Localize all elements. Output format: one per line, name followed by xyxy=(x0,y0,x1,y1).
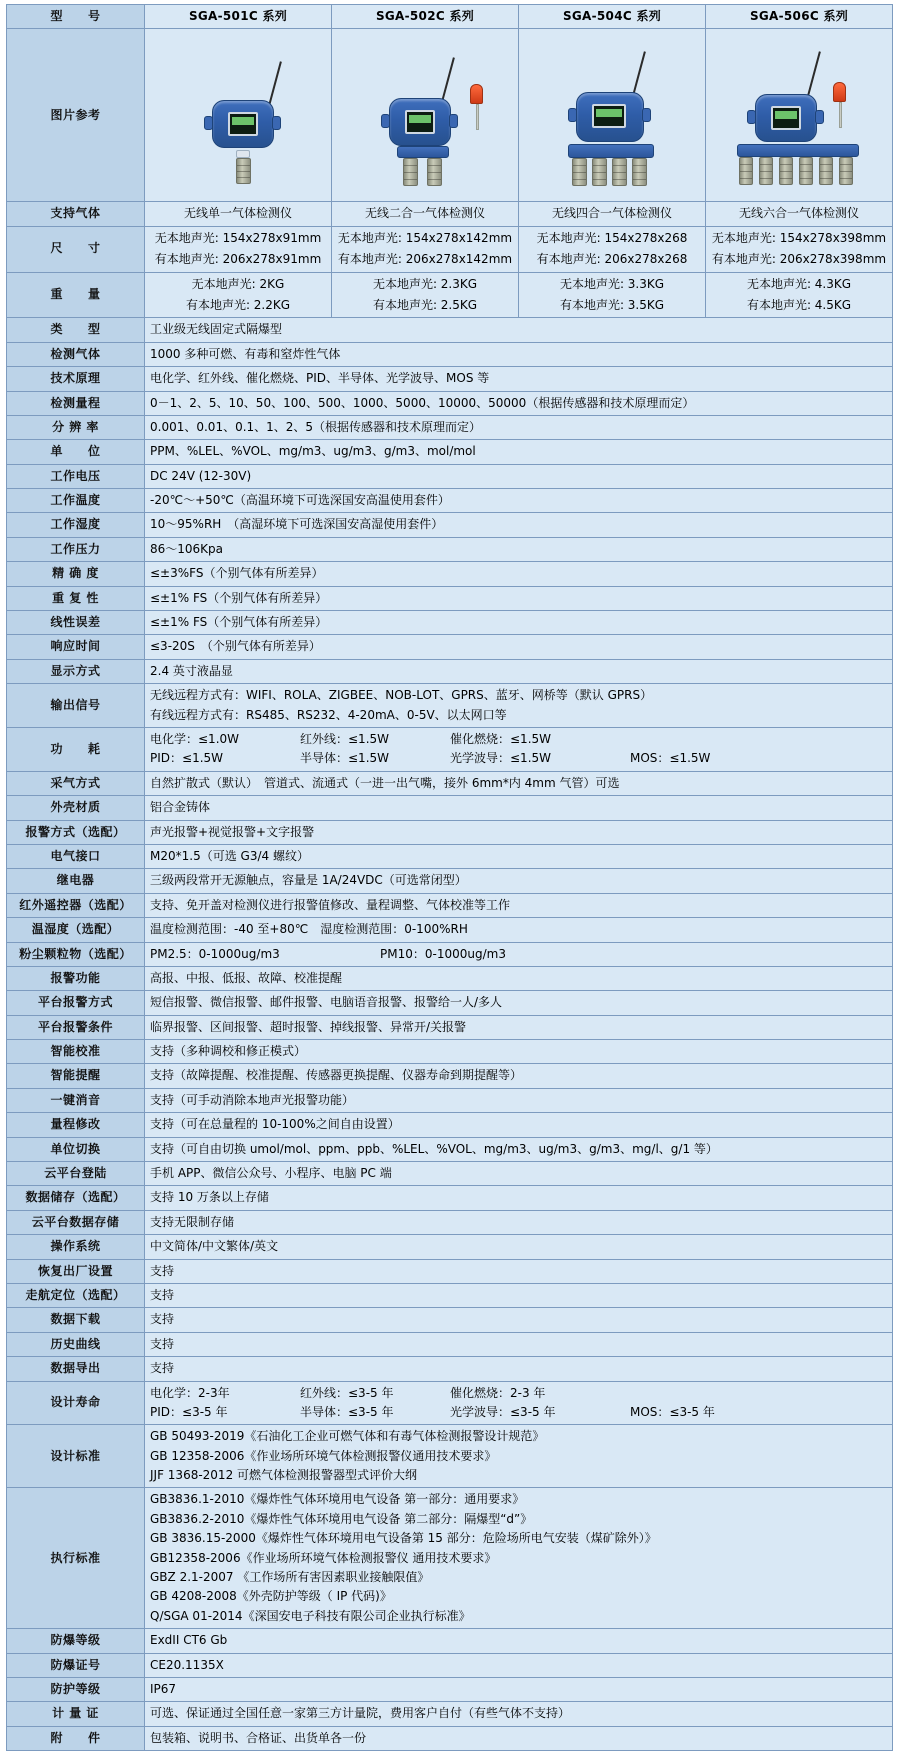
dust-pm25: PM2.5：0-1000ug/m3 xyxy=(150,946,280,961)
life-row-2 xyxy=(150,1404,887,1421)
power-electrochemical: 电化学：≤1.0W xyxy=(150,731,240,746)
row-label-accessories: 附 件 xyxy=(7,1726,145,1750)
model-501c: SGA-501C 系列 xyxy=(145,5,332,29)
table-row-response-time xyxy=(7,635,893,659)
row-value-data-export: 支持 xyxy=(145,1357,893,1381)
table-row-os xyxy=(7,1235,893,1259)
gas-support-502c: 无线二合一气体检测仪 xyxy=(332,202,519,226)
row-value-relay: 三级两段常开无源触点，容量是 1A/24VDC（可选常闭型） xyxy=(145,869,893,893)
row-label-smart-calibration: 智能校准 xyxy=(7,1040,145,1064)
sensor-barrel xyxy=(236,158,251,184)
mounting-ear-right xyxy=(449,114,458,128)
table-row-temp-humidity xyxy=(7,918,893,942)
device-image-506c xyxy=(706,29,893,202)
life-catalytic: 催化燃烧：2-3 年 xyxy=(450,1385,546,1400)
sensor-barrel xyxy=(403,158,418,186)
mounting-ear-right xyxy=(815,110,824,124)
life-infrared: 红外线：≤3-5 年 xyxy=(300,1385,394,1400)
row-value-linearity: ≤±1% FS（个别气体有所差异） xyxy=(145,611,893,635)
row-value-resolution: 0.001、0.01、0.1、1、2、5（根据传感器和技术原理而定） xyxy=(145,415,893,439)
row-label-ex-grade: 防爆等级 xyxy=(7,1629,145,1653)
table-row-weight xyxy=(7,272,893,318)
weight-506c: 无本地声光: 4.3KG 有本地声光: 4.5KG xyxy=(706,272,893,318)
row-value-os: 中文简体/中文繁体/英文 xyxy=(145,1235,893,1259)
mounting-ear-left xyxy=(204,116,213,130)
power-blank-1 xyxy=(630,731,780,748)
row-value-dust xyxy=(145,942,893,966)
antenna-icon xyxy=(632,52,646,97)
table-row-cloud-storage xyxy=(7,1210,893,1234)
row-label-ir-remote: 红外遥控器（选配） xyxy=(7,893,145,917)
table-row-unit-switch xyxy=(7,1137,893,1161)
life-optical: 光学波导：≤3-5 年 xyxy=(450,1404,556,1419)
exec-standard-item: GBZ 2.1-2007 《工作场所有害因素职业接触限值》 xyxy=(150,1570,430,1585)
sensor-barrel xyxy=(759,157,773,185)
power-row-2 xyxy=(150,750,887,767)
size-504c: 无本地声光: 154x278x268 有本地声光: 206x278x268 xyxy=(519,226,706,272)
weight-502c: 无本地声光: 2.3KG 有本地声光: 2.5KG xyxy=(332,272,519,318)
table-row-resolution xyxy=(7,415,893,439)
row-label-history-curve: 历史曲线 xyxy=(7,1332,145,1356)
table-row-accuracy xyxy=(7,562,893,586)
table-row-ip-grade xyxy=(7,1678,893,1702)
row-label-alarm-function: 报警功能 xyxy=(7,966,145,990)
row-value-data-download: 支持 xyxy=(145,1308,893,1332)
gas-support-506c: 无线六合一气体检测仪 xyxy=(706,202,893,226)
row-label-gas-support: 支持气体 xyxy=(7,202,145,226)
table-row-unit xyxy=(7,440,893,464)
row-label-detect-gas: 检测气体 xyxy=(7,342,145,366)
row-value-ir-remote: 支持、免开盖对检测仪进行报警值修改、量程调整、气体校准等工作 xyxy=(145,893,893,917)
row-label-platform-alarm-mode: 平台报警方式 xyxy=(7,991,145,1015)
table-row-voltage xyxy=(7,464,893,488)
row-label-type: 类 型 xyxy=(7,318,145,342)
row-label-sampling: 采气方式 xyxy=(7,771,145,795)
row-value-shell-material: 铝合金铸体 xyxy=(145,796,893,820)
mounting-ear-right xyxy=(642,108,651,122)
weight-504c: 无本地声光: 3.3KG 有本地声光: 3.5KG xyxy=(519,272,706,318)
row-label-ex-certificate: 防爆证号 xyxy=(7,1653,145,1677)
antenna-icon xyxy=(268,62,282,107)
row-value-design-standard xyxy=(145,1425,893,1488)
table-row-mute xyxy=(7,1088,893,1112)
sensor-barrel xyxy=(427,158,442,186)
table-row-accessories xyxy=(7,1726,893,1750)
table-row-detect-gas xyxy=(7,342,893,366)
row-value-sampling: 自然扩散式（默认） 管道式、流通式（一进一出气嘴，接外 6mm*内 4mm 气管）可选 xyxy=(145,771,893,795)
mounting-ear-right xyxy=(272,116,281,130)
beacon-pole xyxy=(839,102,842,128)
row-label-mute: 一键消音 xyxy=(7,1088,145,1112)
row-value-work-humidity: 10～95%RH （高湿环境下可选深国安高湿使用套件） xyxy=(145,513,893,537)
row-value-output-signal xyxy=(145,684,893,728)
row-value-work-temp: -20℃～+50℃（高温环境下可选深国安高温使用套件） xyxy=(145,489,893,513)
row-value-response-time: ≤3-20S （个别气体有所差异） xyxy=(145,635,893,659)
row-value-exec-standard xyxy=(145,1488,893,1629)
output-wireless: 无线远程方式有：WIFI、ROLA、ZIGBEE、NOB-LOT、GPRS、蓝牙、网桥等（默认 GPRS） xyxy=(150,688,653,703)
gas-support-504c: 无线四合一气体检测仪 xyxy=(519,202,706,226)
table-row-range xyxy=(7,391,893,415)
row-label-data-storage: 数据储存（选配） xyxy=(7,1186,145,1210)
row-label-data-export: 数据导出 xyxy=(7,1357,145,1381)
power-catalytic: 催化燃烧：≤1.5W xyxy=(450,731,552,746)
cable-gland xyxy=(236,150,250,158)
row-label-platform-alarm-condition: 平台报警条件 xyxy=(7,1015,145,1039)
table-row-smart-reminder xyxy=(7,1064,893,1088)
row-label-tech-principle: 技术原理 xyxy=(7,367,145,391)
model-504c: SGA-504C 系列 xyxy=(519,5,706,29)
row-label-unit: 单 位 xyxy=(7,440,145,464)
mounting-ear-left xyxy=(568,108,577,122)
row-label-dust: 粉尘颗粒物（选配） xyxy=(7,942,145,966)
table-row-work-pressure xyxy=(7,537,893,561)
row-value-unit-switch: 支持（可自由切换 umol/mol、ppm、ppb、%LEL、%VOL、mg/m3、ug/m3、g/m3、mg/l、g/1 等） xyxy=(145,1137,893,1161)
life-semiconductor: 半导体：≤3-5 年 xyxy=(300,1404,394,1419)
row-label-electrical-interface: 电气接口 xyxy=(7,844,145,868)
model-502c: SGA-502C 系列 xyxy=(332,5,519,29)
sensor-barrel xyxy=(799,157,813,185)
table-row-alarm-function xyxy=(7,966,893,990)
alarm-beacon-icon xyxy=(833,82,846,102)
table-row-size xyxy=(7,226,893,272)
row-value-alarm-function: 高报、中报、低报、故障、校准提醒 xyxy=(145,966,893,990)
sensor-barrel xyxy=(819,157,833,185)
power-optical: 光学波导：≤1.5W xyxy=(450,751,552,766)
row-value-type: 工业级无线固定式隔爆型 xyxy=(145,318,893,342)
row-value-cloud-login: 手机 APP、微信公众号、小程序、电脑 PC 端 xyxy=(145,1162,893,1186)
alarm-beacon-icon xyxy=(470,84,483,104)
row-value-display: 2.4 英寸液晶显 xyxy=(145,659,893,683)
row-label-design-life: 设计寿命 xyxy=(7,1381,145,1425)
display-screen xyxy=(405,110,435,134)
row-label-mobile-positioning: 走航定位（选配） xyxy=(7,1283,145,1307)
table-row-factory-reset xyxy=(7,1259,893,1283)
row-label-image-reference: 图片参考 xyxy=(7,29,145,202)
table-row-relay xyxy=(7,869,893,893)
table-row-display xyxy=(7,659,893,683)
weight-501c: 无本地声光: 2KG 有本地声光: 2.2KG xyxy=(145,272,332,318)
table-row-electrical-interface xyxy=(7,844,893,868)
table-row-design-standard xyxy=(7,1425,893,1488)
table-row-ir-remote xyxy=(7,893,893,917)
row-value-range-modify: 支持（可在总量程的 10-100%之间自由设置） xyxy=(145,1113,893,1137)
row-value-platform-alarm-condition: 临界报警、区间报警、超时报警、掉线报警、异常开/关报警 xyxy=(145,1015,893,1039)
table-row-output-signal xyxy=(7,684,893,728)
row-label-work-temp: 工作温度 xyxy=(7,489,145,513)
row-label-response-time: 响应时间 xyxy=(7,635,145,659)
display-screen xyxy=(228,112,258,136)
row-label-smart-reminder: 智能提醒 xyxy=(7,1064,145,1088)
table-row-alarm-mode xyxy=(7,820,893,844)
table-row-data-download xyxy=(7,1308,893,1332)
life-blank-1 xyxy=(630,1385,780,1402)
row-value-power xyxy=(145,727,893,771)
mounting-ear-left xyxy=(747,110,756,124)
row-value-mobile-positioning: 支持 xyxy=(145,1283,893,1307)
row-label-factory-reset: 恢复出厂设置 xyxy=(7,1259,145,1283)
row-label-linearity: 线性误差 xyxy=(7,611,145,635)
table-row-ex-grade xyxy=(7,1629,893,1653)
row-value-alarm-mode: 声光报警+视觉报警+文字报警 xyxy=(145,820,893,844)
row-value-data-storage: 支持 10 万条以上存储 xyxy=(145,1186,893,1210)
row-label-voltage: 工作电压 xyxy=(7,464,145,488)
row-label-alarm-mode: 报警方式（选配） xyxy=(7,820,145,844)
table-row-design-life xyxy=(7,1381,893,1425)
table-row-smart-calibration xyxy=(7,1040,893,1064)
row-label-power: 功 耗 xyxy=(7,727,145,771)
table-row-metrology-certificate xyxy=(7,1702,893,1726)
table-row-shell-material xyxy=(7,796,893,820)
row-label-accuracy: 精 确 度 xyxy=(7,562,145,586)
table-row-type xyxy=(7,318,893,342)
beacon-pole xyxy=(476,104,479,130)
row-label-cloud-storage: 云平台数据存储 xyxy=(7,1210,145,1234)
row-value-tech-principle: 电化学、红外线、催化燃烧、PID、半导体、光学波导、MOS 等 xyxy=(145,367,893,391)
table-row-exec-standard xyxy=(7,1488,893,1629)
specification-table xyxy=(6,4,893,1751)
device-image-501c xyxy=(145,29,332,202)
sensor-barrel xyxy=(572,158,587,186)
table-row-image-reference xyxy=(7,29,893,202)
row-value-range: 0－1、2、5、10、50、100、500、1000、5000、10000、50000（根据传感器和技术原理而定） xyxy=(145,391,893,415)
row-value-ex-grade: ExdII CT6 Gb xyxy=(145,1629,893,1653)
row-value-history-curve: 支持 xyxy=(145,1332,893,1356)
row-value-work-pressure: 86～106Kpa xyxy=(145,537,893,561)
life-electrochemical: 电化学：2-3年 xyxy=(150,1385,230,1400)
row-value-detect-gas: 1000 多种可燃、有毒和窒炸性气体 xyxy=(145,342,893,366)
model-506c: SGA-506C 系列 xyxy=(706,5,893,29)
power-row-1 xyxy=(150,731,887,748)
design-standard-item: GB 50493-2019《石油化工企业可燃气体和有毒气体检测报警设计规范》 xyxy=(150,1429,545,1444)
exec-standard-item: GB12358-2006《作业场所环境气体检测报警仪 通用技术要求》 xyxy=(150,1550,497,1565)
row-value-platform-alarm-mode: 短信报警、微信报警、邮件报警、电脑语音报警、报警给一人/多人 xyxy=(145,991,893,1015)
table-row-power xyxy=(7,727,893,771)
row-label-range: 检测量程 xyxy=(7,391,145,415)
row-value-factory-reset: 支持 xyxy=(145,1259,893,1283)
table-row-sampling xyxy=(7,771,893,795)
row-label-os: 操作系统 xyxy=(7,1235,145,1259)
row-value-temp-humidity: 温度检测范围：-40 至+80℃ 湿度检测范围：0-100%RH xyxy=(145,918,893,942)
row-label-work-humidity: 工作湿度 xyxy=(7,513,145,537)
row-label-relay: 继电器 xyxy=(7,869,145,893)
row-value-mute: 支持（可手动消除本地声光报警功能） xyxy=(145,1088,893,1112)
design-standard-item: GB 12358-2006《作业场所环境气体检测报警仪通用技术要求》 xyxy=(150,1448,497,1463)
gas-manifold xyxy=(397,146,449,158)
table-row-history-curve xyxy=(7,1332,893,1356)
table-row-gas-support xyxy=(7,202,893,226)
row-label-display: 显示方式 xyxy=(7,659,145,683)
dust-pm10: PM10：0-1000ug/m3 xyxy=(380,946,506,961)
table-row-repeatability xyxy=(7,586,893,610)
table-row-data-storage xyxy=(7,1186,893,1210)
antenna-icon xyxy=(441,58,455,103)
device-image-504c xyxy=(519,29,706,202)
exec-standard-item: GB3836.2-2010《爆炸性气体环境用电气设备 第二部分：隔爆型“d”》 xyxy=(150,1511,533,1526)
life-row-1 xyxy=(150,1385,887,1402)
life-pid: PID：≤3-5 年 xyxy=(150,1404,228,1419)
row-value-voltage: DC 24V (12-30V) xyxy=(145,464,893,488)
sensor-barrel xyxy=(779,157,793,185)
row-label-shell-material: 外壳材质 xyxy=(7,796,145,820)
exec-standard-item: GB 4208-2008《外壳防护等级（ IP 代码)》 xyxy=(150,1589,392,1604)
row-value-ex-certificate: CE20.1135X xyxy=(145,1653,893,1677)
display-screen xyxy=(592,104,626,128)
sensor-barrel xyxy=(839,157,853,185)
row-value-accuracy: ≤±3%FS（个别气体有所差异） xyxy=(145,562,893,586)
antenna-icon xyxy=(807,52,821,97)
size-502c: 无本地声光: 154x278x142mm 有本地声光: 206x278x142mm xyxy=(332,226,519,272)
table-row-platform-alarm-mode xyxy=(7,991,893,1015)
table-row-cloud-login xyxy=(7,1162,893,1186)
row-label-repeatability: 重 复 性 xyxy=(7,586,145,610)
row-label-size: 尺 寸 xyxy=(7,226,145,272)
row-label-range-modify: 量程修改 xyxy=(7,1113,145,1137)
sensor-barrel xyxy=(632,158,647,186)
row-label-ip-grade: 防护等级 xyxy=(7,1678,145,1702)
sensor-barrel xyxy=(592,158,607,186)
power-infrared: 红外线：≤1.5W xyxy=(300,731,390,746)
row-value-repeatability: ≤±1% FS（个别气体有所差异） xyxy=(145,586,893,610)
row-value-accessories: 包装箱、说明书、合格证、出货单各一份 xyxy=(145,1726,893,1750)
row-label-weight: 重 量 xyxy=(7,272,145,318)
output-wired: 有线远程方式有：RS485、RS232、4-20mA、0-5V、以太网口等 xyxy=(150,707,507,722)
row-value-electrical-interface: M20*1.5（可选 G3/4 螺纹） xyxy=(145,844,893,868)
row-label-cloud-login: 云平台登陆 xyxy=(7,1162,145,1186)
table-row-ex-certificate xyxy=(7,1653,893,1677)
power-semiconductor: 半导体：≤1.5W xyxy=(300,751,390,766)
display-screen xyxy=(771,106,801,130)
row-label-resolution: 分 辨 率 xyxy=(7,415,145,439)
table-row-model xyxy=(7,5,893,29)
exec-standard-item: Q/SGA 01-2014《深国安电子科技有限公司企业执行标准》 xyxy=(150,1608,471,1623)
row-value-ip-grade: IP67 xyxy=(145,1678,893,1702)
power-pid: PID：≤1.5W xyxy=(150,751,224,766)
device-image-502c xyxy=(332,29,519,202)
table-row-work-humidity xyxy=(7,513,893,537)
row-value-smart-reminder: 支持（故障提醒、校准提醒、传感器更换提醒、仪器寿命到期提醒等） xyxy=(145,1064,893,1088)
gas-manifold xyxy=(568,144,654,158)
row-label-temp-humidity: 温湿度（选配） xyxy=(7,918,145,942)
exec-standard-item: GB 3836.15-2000《爆炸性气体环境用电气设备第 15 部分：危险场所电气安装（煤矿除外）》 xyxy=(150,1531,657,1546)
table-row-work-temp xyxy=(7,489,893,513)
row-value-unit: PPM、%LEL、%VOL、mg/m3、ug/m3、g/m3、mol/mol xyxy=(145,440,893,464)
row-label-output-signal: 输出信号 xyxy=(7,684,145,728)
row-label-design-standard: 设计标准 xyxy=(7,1425,145,1488)
table-row-linearity xyxy=(7,611,893,635)
size-501c: 无本地声光: 154x278x91mm 有本地声光: 206x278x91mm xyxy=(145,226,332,272)
row-label-work-pressure: 工作压力 xyxy=(7,537,145,561)
design-standard-item: JJF 1368-2012 可燃气体检测报警器型式评价大纲 xyxy=(150,1468,418,1483)
table-row-range-modify xyxy=(7,1113,893,1137)
table-row-data-export xyxy=(7,1357,893,1381)
row-value-smart-calibration: 支持（多种调校和修正模式） xyxy=(145,1040,893,1064)
gas-manifold xyxy=(737,144,859,157)
power-mos: MOS：≤1.5W xyxy=(630,751,711,766)
row-value-cloud-storage: 支持无限制存储 xyxy=(145,1210,893,1234)
table-row-dust xyxy=(7,942,893,966)
table-row-platform-alarm-condition xyxy=(7,1015,893,1039)
table-row-mobile-positioning xyxy=(7,1283,893,1307)
row-label-data-download: 数据下载 xyxy=(7,1308,145,1332)
table-row-tech-principle xyxy=(7,367,893,391)
size-506c: 无本地声光: 154x278x398mm 有本地声光: 206x278x398mm xyxy=(706,226,893,272)
row-value-metrology-certificate: 可选、保证通过全国任意一家第三方计量院，费用客户自付（有些气体不支持） xyxy=(145,1702,893,1726)
exec-standard-item: GB3836.1-2010《爆炸性气体环境用电气设备 第一部分：通用要求》 xyxy=(150,1492,525,1507)
gas-support-501c: 无线单一气体检测仪 xyxy=(145,202,332,226)
row-label-model: 型 号 xyxy=(7,5,145,29)
row-label-metrology-certificate: 计 量 证 xyxy=(7,1702,145,1726)
row-label-exec-standard: 执行标准 xyxy=(7,1488,145,1629)
mounting-ear-left xyxy=(381,114,390,128)
row-value-design-life xyxy=(145,1381,893,1425)
life-mos: MOS：≤3-5 年 xyxy=(630,1404,715,1419)
sensor-barrel xyxy=(739,157,753,185)
sensor-barrel xyxy=(612,158,627,186)
row-label-unit-switch: 单位切换 xyxy=(7,1137,145,1161)
